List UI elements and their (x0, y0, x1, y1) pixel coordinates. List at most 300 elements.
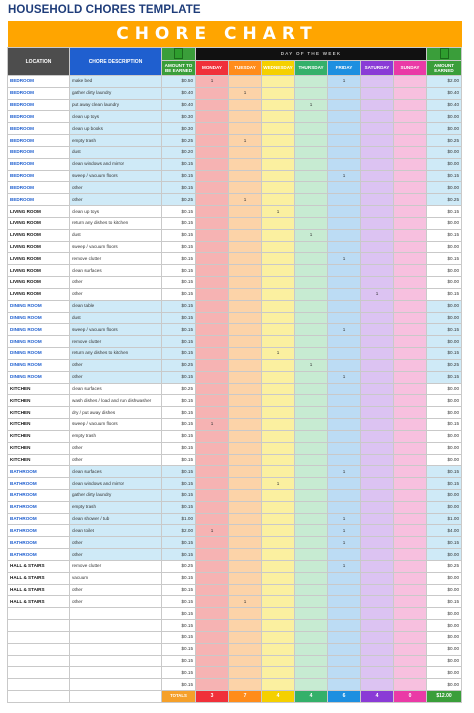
day-check-cell[interactable] (361, 560, 394, 572)
day-check-cell[interactable] (361, 371, 394, 383)
amount-per-cell[interactable]: $0.15 (162, 265, 196, 277)
chore-description-cell[interactable]: empty trash (70, 430, 162, 442)
day-check-cell[interactable] (295, 489, 328, 501)
day-check-cell[interactable] (361, 466, 394, 478)
day-check-cell[interactable] (394, 371, 427, 383)
day-check-cell[interactable] (295, 194, 328, 206)
day-check-cell[interactable] (295, 407, 328, 419)
day-check-cell[interactable] (262, 359, 295, 371)
day-check-cell[interactable] (394, 537, 427, 549)
chore-description-cell[interactable] (70, 608, 162, 620)
day-check-cell[interactable] (196, 277, 229, 289)
location-cell[interactable] (8, 631, 70, 643)
amount-per-cell[interactable]: $0.15 (162, 206, 196, 218)
day-check-cell[interactable] (328, 620, 361, 632)
location-cell[interactable]: LIVING ROOM (8, 217, 70, 229)
day-check-cell[interactable] (361, 631, 394, 643)
day-check-cell[interactable] (229, 229, 262, 241)
day-check-cell[interactable] (196, 158, 229, 170)
day-check-cell[interactable] (328, 265, 361, 277)
day-check-cell[interactable]: 1 (229, 596, 262, 608)
day-check-cell[interactable] (229, 419, 262, 431)
location-cell[interactable] (8, 620, 70, 632)
day-check-cell[interactable] (394, 241, 427, 253)
day-check-cell[interactable] (328, 596, 361, 608)
day-check-cell[interactable] (295, 253, 328, 265)
day-check-cell[interactable] (394, 87, 427, 99)
day-check-cell[interactable] (262, 383, 295, 395)
day-check-cell[interactable] (295, 513, 328, 525)
day-check-cell[interactable] (196, 300, 229, 312)
day-check-cell[interactable] (295, 76, 328, 88)
day-check-cell[interactable] (229, 348, 262, 360)
amount-per-cell[interactable]: $0.15 (162, 466, 196, 478)
amount-per-cell[interactable]: $0.15 (162, 170, 196, 182)
chore-description-cell[interactable]: clean toilet (70, 525, 162, 537)
day-check-cell[interactable] (394, 253, 427, 265)
day-check-cell[interactable] (295, 123, 328, 135)
amount-per-cell[interactable]: $0.15 (162, 549, 196, 561)
day-check-cell[interactable] (262, 99, 295, 111)
day-check-cell[interactable]: 1 (229, 87, 262, 99)
day-check-cell[interactable]: 1 (328, 76, 361, 88)
day-check-cell[interactable] (328, 99, 361, 111)
day-check-cell[interactable] (262, 537, 295, 549)
amount-per-cell[interactable]: $0.15 (162, 348, 196, 360)
day-check-cell[interactable] (295, 478, 328, 490)
day-check-cell[interactable] (394, 572, 427, 584)
day-check-cell[interactable] (394, 560, 427, 572)
location-cell[interactable]: KITCHEN (8, 430, 70, 442)
day-check-cell[interactable] (361, 525, 394, 537)
day-check-cell[interactable] (328, 501, 361, 513)
location-cell[interactable]: DINING ROOM (8, 300, 70, 312)
chore-description-cell[interactable]: remove clutter (70, 560, 162, 572)
day-check-cell[interactable] (229, 466, 262, 478)
day-check-cell[interactable] (262, 430, 295, 442)
day-check-cell[interactable] (295, 241, 328, 253)
day-check-cell[interactable] (229, 170, 262, 182)
day-check-cell[interactable] (229, 182, 262, 194)
day-check-cell[interactable] (394, 217, 427, 229)
day-check-cell[interactable] (295, 395, 328, 407)
location-cell[interactable]: KITCHEN (8, 395, 70, 407)
day-check-cell[interactable] (328, 584, 361, 596)
day-check-cell[interactable] (295, 620, 328, 632)
day-check-cell[interactable] (328, 229, 361, 241)
day-check-cell[interactable] (262, 667, 295, 679)
chore-description-cell[interactable]: clean up books (70, 123, 162, 135)
amount-per-cell[interactable]: $0.15 (162, 442, 196, 454)
day-check-cell[interactable] (361, 146, 394, 158)
day-check-cell[interactable] (361, 135, 394, 147)
day-check-cell[interactable] (328, 87, 361, 99)
day-check-cell[interactable]: 1 (295, 359, 328, 371)
day-check-cell[interactable] (295, 584, 328, 596)
day-check-cell[interactable] (295, 430, 328, 442)
day-check-cell[interactable] (328, 679, 361, 691)
day-check-cell[interactable] (229, 572, 262, 584)
day-check-cell[interactable] (295, 655, 328, 667)
day-check-cell[interactable] (229, 277, 262, 289)
day-check-cell[interactable] (394, 229, 427, 241)
day-check-cell[interactable] (262, 182, 295, 194)
day-check-cell[interactable] (262, 643, 295, 655)
day-check-cell[interactable] (361, 253, 394, 265)
day-check-cell[interactable] (229, 312, 262, 324)
day-check-cell[interactable] (394, 631, 427, 643)
day-check-cell[interactable] (328, 655, 361, 667)
day-check-cell[interactable] (262, 596, 295, 608)
day-check-cell[interactable] (196, 501, 229, 513)
chore-description-cell[interactable]: clean up toys (70, 206, 162, 218)
day-check-cell[interactable] (328, 667, 361, 679)
day-check-cell[interactable] (295, 182, 328, 194)
day-check-cell[interactable] (196, 371, 229, 383)
chore-description-cell[interactable]: gather dirty laundry (70, 489, 162, 501)
day-check-cell[interactable] (295, 537, 328, 549)
day-check-cell[interactable] (361, 359, 394, 371)
day-check-cell[interactable] (394, 407, 427, 419)
day-check-cell[interactable] (196, 194, 229, 206)
day-check-cell[interactable] (229, 608, 262, 620)
day-check-cell[interactable] (196, 348, 229, 360)
day-check-cell[interactable] (295, 288, 328, 300)
day-check-cell[interactable] (229, 253, 262, 265)
chore-description-cell[interactable]: clean windows and mirror (70, 158, 162, 170)
location-cell[interactable]: LIVING ROOM (8, 288, 70, 300)
day-check-cell[interactable] (328, 348, 361, 360)
amount-per-cell[interactable]: $0.15 (162, 407, 196, 419)
day-check-cell[interactable] (328, 123, 361, 135)
day-check-cell[interactable] (196, 478, 229, 490)
amount-per-cell[interactable]: $0.15 (162, 419, 196, 431)
day-check-cell[interactable] (295, 206, 328, 218)
chore-description-cell[interactable]: other (70, 182, 162, 194)
location-cell[interactable]: HALL & STAIRS (8, 584, 70, 596)
day-check-cell[interactable] (196, 430, 229, 442)
day-check-cell[interactable] (394, 501, 427, 513)
day-check-cell[interactable] (295, 679, 328, 691)
day-check-cell[interactable] (295, 371, 328, 383)
day-check-cell[interactable] (229, 643, 262, 655)
day-check-cell[interactable] (262, 288, 295, 300)
day-check-cell[interactable] (361, 537, 394, 549)
day-check-cell[interactable] (229, 584, 262, 596)
day-check-cell[interactable] (295, 560, 328, 572)
day-check-cell[interactable] (196, 643, 229, 655)
day-check-cell[interactable] (361, 596, 394, 608)
day-check-cell[interactable]: 1 (295, 229, 328, 241)
day-check-cell[interactable] (328, 489, 361, 501)
amount-per-cell[interactable]: $0.30 (162, 111, 196, 123)
day-check-cell[interactable] (196, 572, 229, 584)
day-check-cell[interactable] (262, 194, 295, 206)
day-check-cell[interactable]: 1 (196, 76, 229, 88)
day-check-cell[interactable]: 1 (295, 99, 328, 111)
amount-per-cell[interactable]: $0.15 (162, 667, 196, 679)
day-check-cell[interactable] (295, 87, 328, 99)
day-check-cell[interactable] (262, 312, 295, 324)
day-check-cell[interactable] (262, 277, 295, 289)
day-check-cell[interactable] (196, 288, 229, 300)
day-check-cell[interactable] (295, 277, 328, 289)
day-check-cell[interactable] (229, 76, 262, 88)
day-check-cell[interactable] (262, 135, 295, 147)
day-check-cell[interactable] (394, 608, 427, 620)
chore-description-cell[interactable]: other (70, 549, 162, 561)
chore-description-cell[interactable]: clean shower / tub (70, 513, 162, 525)
location-cell[interactable]: DINING ROOM (8, 371, 70, 383)
chore-description-cell[interactable]: remove clutter (70, 336, 162, 348)
day-check-cell[interactable] (394, 265, 427, 277)
amount-per-cell[interactable]: $0.15 (162, 288, 196, 300)
day-check-cell[interactable] (328, 478, 361, 490)
location-cell[interactable]: BEDROOM (8, 182, 70, 194)
day-check-cell[interactable] (394, 643, 427, 655)
day-check-cell[interactable]: 1 (229, 135, 262, 147)
amount-per-cell[interactable]: $0.50 (162, 76, 196, 88)
day-check-cell[interactable] (229, 513, 262, 525)
day-check-cell[interactable] (361, 608, 394, 620)
amount-per-cell[interactable]: $0.15 (162, 631, 196, 643)
location-cell[interactable]: BEDROOM (8, 135, 70, 147)
day-check-cell[interactable] (295, 135, 328, 147)
amount-per-cell[interactable]: $0.15 (162, 312, 196, 324)
location-cell[interactable]: DINING ROOM (8, 312, 70, 324)
day-check-cell[interactable]: 1 (328, 253, 361, 265)
location-cell[interactable]: BEDROOM (8, 170, 70, 182)
day-check-cell[interactable] (196, 336, 229, 348)
day-check-cell[interactable] (328, 395, 361, 407)
day-check-cell[interactable] (361, 430, 394, 442)
day-check-cell[interactable] (262, 407, 295, 419)
day-check-cell[interactable] (361, 99, 394, 111)
chore-description-cell[interactable]: other (70, 596, 162, 608)
location-cell[interactable]: HALL & STAIRS (8, 572, 70, 584)
amount-per-cell[interactable]: $0.15 (162, 537, 196, 549)
day-check-cell[interactable] (295, 348, 328, 360)
day-check-cell[interactable]: 1 (328, 513, 361, 525)
amount-per-cell[interactable]: $0.40 (162, 99, 196, 111)
day-check-cell[interactable] (196, 620, 229, 632)
day-check-cell[interactable] (361, 584, 394, 596)
day-check-cell[interactable] (394, 489, 427, 501)
amount-per-cell[interactable]: $0.15 (162, 395, 196, 407)
day-check-cell[interactable] (361, 87, 394, 99)
day-check-cell[interactable]: 1 (328, 170, 361, 182)
day-check-cell[interactable] (229, 430, 262, 442)
day-check-cell[interactable] (328, 288, 361, 300)
day-check-cell[interactable] (196, 312, 229, 324)
location-cell[interactable]: BEDROOM (8, 111, 70, 123)
location-cell[interactable]: KITCHEN (8, 419, 70, 431)
day-check-cell[interactable] (229, 667, 262, 679)
location-cell[interactable]: BATHROOM (8, 549, 70, 561)
day-check-cell[interactable] (262, 253, 295, 265)
day-check-cell[interactable] (196, 489, 229, 501)
chore-description-cell[interactable]: dust (70, 229, 162, 241)
day-check-cell[interactable] (328, 217, 361, 229)
day-check-cell[interactable] (361, 454, 394, 466)
day-check-cell[interactable] (229, 158, 262, 170)
day-check-cell[interactable] (196, 667, 229, 679)
location-cell[interactable]: HALL & STAIRS (8, 560, 70, 572)
day-check-cell[interactable] (229, 489, 262, 501)
chore-description-cell[interactable]: clean table (70, 300, 162, 312)
day-check-cell[interactable] (229, 442, 262, 454)
day-check-cell[interactable] (328, 182, 361, 194)
day-check-cell[interactable] (229, 407, 262, 419)
amount-per-cell[interactable]: $0.15 (162, 182, 196, 194)
day-check-cell[interactable]: 1 (328, 371, 361, 383)
day-check-cell[interactable] (262, 241, 295, 253)
location-cell[interactable]: DINING ROOM (8, 336, 70, 348)
day-check-cell[interactable] (361, 679, 394, 691)
chore-description-cell[interactable]: sweep / vacuum floors (70, 170, 162, 182)
amount-per-cell[interactable]: $0.25 (162, 560, 196, 572)
day-check-cell[interactable] (328, 430, 361, 442)
amount-per-cell[interactable]: $0.15 (162, 608, 196, 620)
day-check-cell[interactable] (361, 277, 394, 289)
location-cell[interactable]: BATHROOM (8, 466, 70, 478)
day-check-cell[interactable] (361, 501, 394, 513)
day-check-cell[interactable] (196, 206, 229, 218)
chore-description-cell[interactable]: clean up toys (70, 111, 162, 123)
day-check-cell[interactable] (229, 537, 262, 549)
chore-description-cell[interactable]: clean surfaces (70, 383, 162, 395)
day-check-cell[interactable] (196, 111, 229, 123)
day-check-cell[interactable] (394, 111, 427, 123)
day-check-cell[interactable]: 1 (328, 466, 361, 478)
day-check-cell[interactable] (229, 679, 262, 691)
day-check-cell[interactable] (196, 87, 229, 99)
day-check-cell[interactable] (262, 454, 295, 466)
chore-description-cell[interactable]: other (70, 537, 162, 549)
day-check-cell[interactable] (295, 667, 328, 679)
day-check-cell[interactable] (262, 229, 295, 241)
day-check-cell[interactable] (295, 525, 328, 537)
day-check-cell[interactable] (196, 549, 229, 561)
location-cell[interactable]: BEDROOM (8, 158, 70, 170)
location-cell[interactable]: BATHROOM (8, 537, 70, 549)
day-check-cell[interactable] (196, 584, 229, 596)
day-check-cell[interactable] (295, 442, 328, 454)
day-check-cell[interactable] (262, 76, 295, 88)
amount-per-cell[interactable]: $0.15 (162, 324, 196, 336)
day-check-cell[interactable] (295, 146, 328, 158)
day-check-cell[interactable] (295, 596, 328, 608)
day-check-cell[interactable] (295, 466, 328, 478)
amount-per-cell[interactable]: $0.15 (162, 454, 196, 466)
day-check-cell[interactable] (196, 383, 229, 395)
day-check-cell[interactable] (361, 549, 394, 561)
day-check-cell[interactable] (295, 300, 328, 312)
day-check-cell[interactable] (229, 560, 262, 572)
day-check-cell[interactable] (262, 620, 295, 632)
day-check-cell[interactable] (196, 454, 229, 466)
day-check-cell[interactable] (328, 359, 361, 371)
location-cell[interactable]: LIVING ROOM (8, 241, 70, 253)
day-check-cell[interactable] (361, 111, 394, 123)
day-check-cell[interactable] (196, 631, 229, 643)
amount-per-cell[interactable]: $0.15 (162, 655, 196, 667)
day-check-cell[interactable] (196, 679, 229, 691)
location-cell[interactable]: KITCHEN (8, 454, 70, 466)
day-check-cell[interactable] (196, 265, 229, 277)
day-check-cell[interactable] (361, 123, 394, 135)
day-check-cell[interactable] (295, 111, 328, 123)
day-check-cell[interactable] (262, 217, 295, 229)
chore-description-cell[interactable]: clean surfaces (70, 265, 162, 277)
day-check-cell[interactable] (295, 643, 328, 655)
day-check-cell[interactable] (262, 111, 295, 123)
day-check-cell[interactable] (328, 158, 361, 170)
day-check-cell[interactable] (229, 241, 262, 253)
day-check-cell[interactable] (262, 300, 295, 312)
location-cell[interactable]: KITCHEN (8, 383, 70, 395)
day-check-cell[interactable] (394, 277, 427, 289)
chore-description-cell[interactable] (70, 643, 162, 655)
amount-per-cell[interactable]: $0.15 (162, 584, 196, 596)
day-check-cell[interactable] (196, 123, 229, 135)
day-check-cell[interactable] (394, 620, 427, 632)
day-check-cell[interactable] (295, 631, 328, 643)
chore-description-cell[interactable]: vacuum (70, 572, 162, 584)
day-check-cell[interactable] (361, 170, 394, 182)
location-cell[interactable] (8, 643, 70, 655)
day-check-cell[interactable] (361, 76, 394, 88)
day-check-cell[interactable] (361, 478, 394, 490)
day-check-cell[interactable] (394, 359, 427, 371)
day-check-cell[interactable] (361, 667, 394, 679)
chore-description-cell[interactable]: other (70, 584, 162, 596)
day-check-cell[interactable] (361, 419, 394, 431)
location-cell[interactable] (8, 655, 70, 667)
amount-per-cell[interactable]: $0.15 (162, 217, 196, 229)
day-check-cell[interactable] (262, 336, 295, 348)
day-check-cell[interactable] (196, 359, 229, 371)
chore-description-cell[interactable]: empty trash (70, 135, 162, 147)
day-check-cell[interactable] (262, 584, 295, 596)
day-check-cell[interactable]: 1 (262, 348, 295, 360)
amount-per-cell[interactable]: $0.25 (162, 383, 196, 395)
chore-description-cell[interactable]: clean windows and mirror (70, 478, 162, 490)
day-check-cell[interactable] (295, 158, 328, 170)
day-check-cell[interactable] (394, 312, 427, 324)
day-check-cell[interactable] (328, 549, 361, 561)
day-check-cell[interactable] (295, 336, 328, 348)
day-check-cell[interactable] (196, 324, 229, 336)
day-check-cell[interactable] (229, 525, 262, 537)
location-cell[interactable]: BATHROOM (8, 489, 70, 501)
location-cell[interactable]: KITCHEN (8, 442, 70, 454)
amount-per-cell[interactable]: $0.15 (162, 572, 196, 584)
day-check-cell[interactable] (229, 395, 262, 407)
day-check-cell[interactable] (394, 300, 427, 312)
day-check-cell[interactable] (229, 265, 262, 277)
day-check-cell[interactable] (295, 608, 328, 620)
day-check-cell[interactable] (394, 76, 427, 88)
day-check-cell[interactable]: 1 (328, 560, 361, 572)
day-check-cell[interactable] (361, 312, 394, 324)
day-check-cell[interactable] (229, 324, 262, 336)
day-check-cell[interactable] (229, 549, 262, 561)
day-check-cell[interactable] (394, 182, 427, 194)
chore-description-cell[interactable]: other (70, 371, 162, 383)
day-check-cell[interactable] (361, 620, 394, 632)
day-check-cell[interactable] (262, 572, 295, 584)
